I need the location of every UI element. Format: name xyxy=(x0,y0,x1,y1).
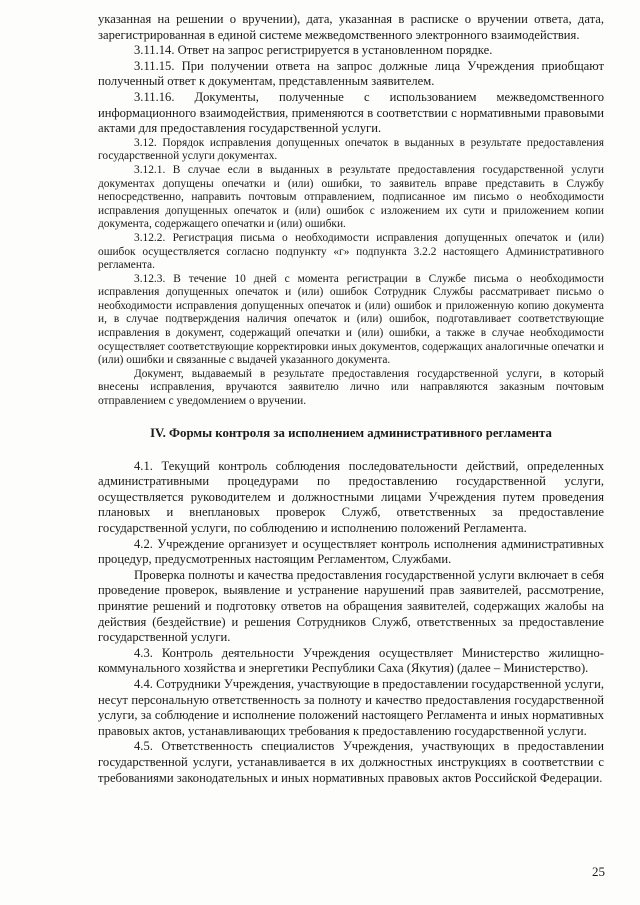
paragraph: 4.1. Текущий контроль соблюдения последовательности действий, определенных административными процедурами по предоставлению государственной услуги, осуществляется руководителем и должностными лицами Учреждения путем проведения плановых и внеплановых проверок Служб, ответственных за предоставление государственной услуги, по соблюдению и исполнению положений Регламента. xyxy=(98,458,604,535)
paragraphs-bottom xyxy=(98,459,604,786)
paragraph: 3.12.2. Регистрация письма о необходимости исправления допущенных опечаток и (или) ошибок осуществляется согласно подпункту «г» подпункта 3.2.2 настоящего Административного регламента. xyxy=(98,231,604,272)
paragraph: 3.11.14. Ответ на запрос регистрируется в установленном порядке. xyxy=(134,43,493,58)
page-number: 25 xyxy=(592,864,605,879)
paragraph: 4.2. Учреждение организует и осуществляет контроль исполнения административных процедур, предусмотренных настоящим Регламентом, Службами. xyxy=(98,536,604,567)
paragraph: 3.12.3. В течение 10 дней с момента регистрации в Службе письма о необходимости исправления допущенных опечаток и (или) ошибок Сотрудник Службы рассматривает письмо о необходимости исправления допущенных опечаток и (или) ошибок и приложенную копию документа и, в случае подтверждения наличия опечаток и (или) ошибок, подготавливает соответствующие исправления в документ, содержащий опечатки и (или) ошибки, а также в случае необходимости осуществляет соответствующие корректировки иных документов, содержащих аналогичные опечатки и (или) ошибки и связанные с выдачей указанного документа. xyxy=(98,272,604,367)
paragraph: указанная на решении о вручении), дата, указанная в расписке о вручении ответа, дата, зарегистрированная в единой системе межведомственного электронного взаимодействия. xyxy=(98,12,604,42)
document-body xyxy=(98,12,604,786)
paragraph: 4.5. Ответственность специалистов Учреждения, участвующих в предоставлении государственной услуги, устанавливается в их должностных инструкциях в соответствии с требованиями законодательных и иных нормативных правовых актов Российской Федерации. xyxy=(98,739,604,785)
paragraph: 3.12.1. В случае если в выданных в результате предоставления государственной услуги документах допущены опечатки и (или) ошибки, то заявитель вправе представить в Службу непосредственно, направить почтовым отправлением, подписанное им письмо о необходимости исправления допущенных опечаток и (или) ошибок с изложением их сути и приложением копии документа, содержащего опечатки и (или) ошибки. xyxy=(98,163,604,231)
paragraphs-top xyxy=(98,12,604,409)
paragraph: Документ, выдаваемый в результате предоставления государственной услуги, в который внесены исправления, вручаются заявителю лично или направляются заказным почтовым отправлением с уведомлением о вручении. xyxy=(98,367,604,408)
paragraph: 4.3. Контроль деятельности Учреждения осуществляет Министерство жилищно-коммунального хозяйства и энергетики Республики Саха (Якутия) (далее – Министерство). xyxy=(98,645,604,676)
paragraph: 3.12. Порядок исправления допущенных опечаток в выданных в результате предоставления государственной услуги документах. xyxy=(98,136,604,163)
paragraph: 3.11.15. При получении ответа на запрос должные лица Учреждения приобщают полученный ответ к документам, представленным заявителем. xyxy=(98,58,604,89)
paragraph: 3.11.16. Документы, полученные с использованием межведомственного информационного взаимодействия, применяются в соответствии с нормативными правовыми актами для предоставления государственной услуги. xyxy=(98,89,604,136)
paragraph: Проверка полноты и качества предоставления государственной услуги включает в себя проведение проверок, выявление и устранение нарушений прав заявителей, рассмотрение, принятие решений и подготовку ответов на обращения заявителей, содержащих жалобы на действия (бездействие) и решения Сотрудников Служб, ответственных за предоставление государственной услуги. xyxy=(98,567,604,645)
section-heading: IV. Формы контроля за исполнением административного регламента xyxy=(150,425,552,440)
paragraph: 4.4. Сотрудники Учреждения, участвующие в предоставлении государственной услуги, несут персональную ответственность за полноту и качество предоставления государственной услуги, за соблюдение и исполнение положений настоящего Регламента и иных нормативных правовых актов, устанавливающих требования к предоставлению государственной услуги. xyxy=(98,676,604,738)
